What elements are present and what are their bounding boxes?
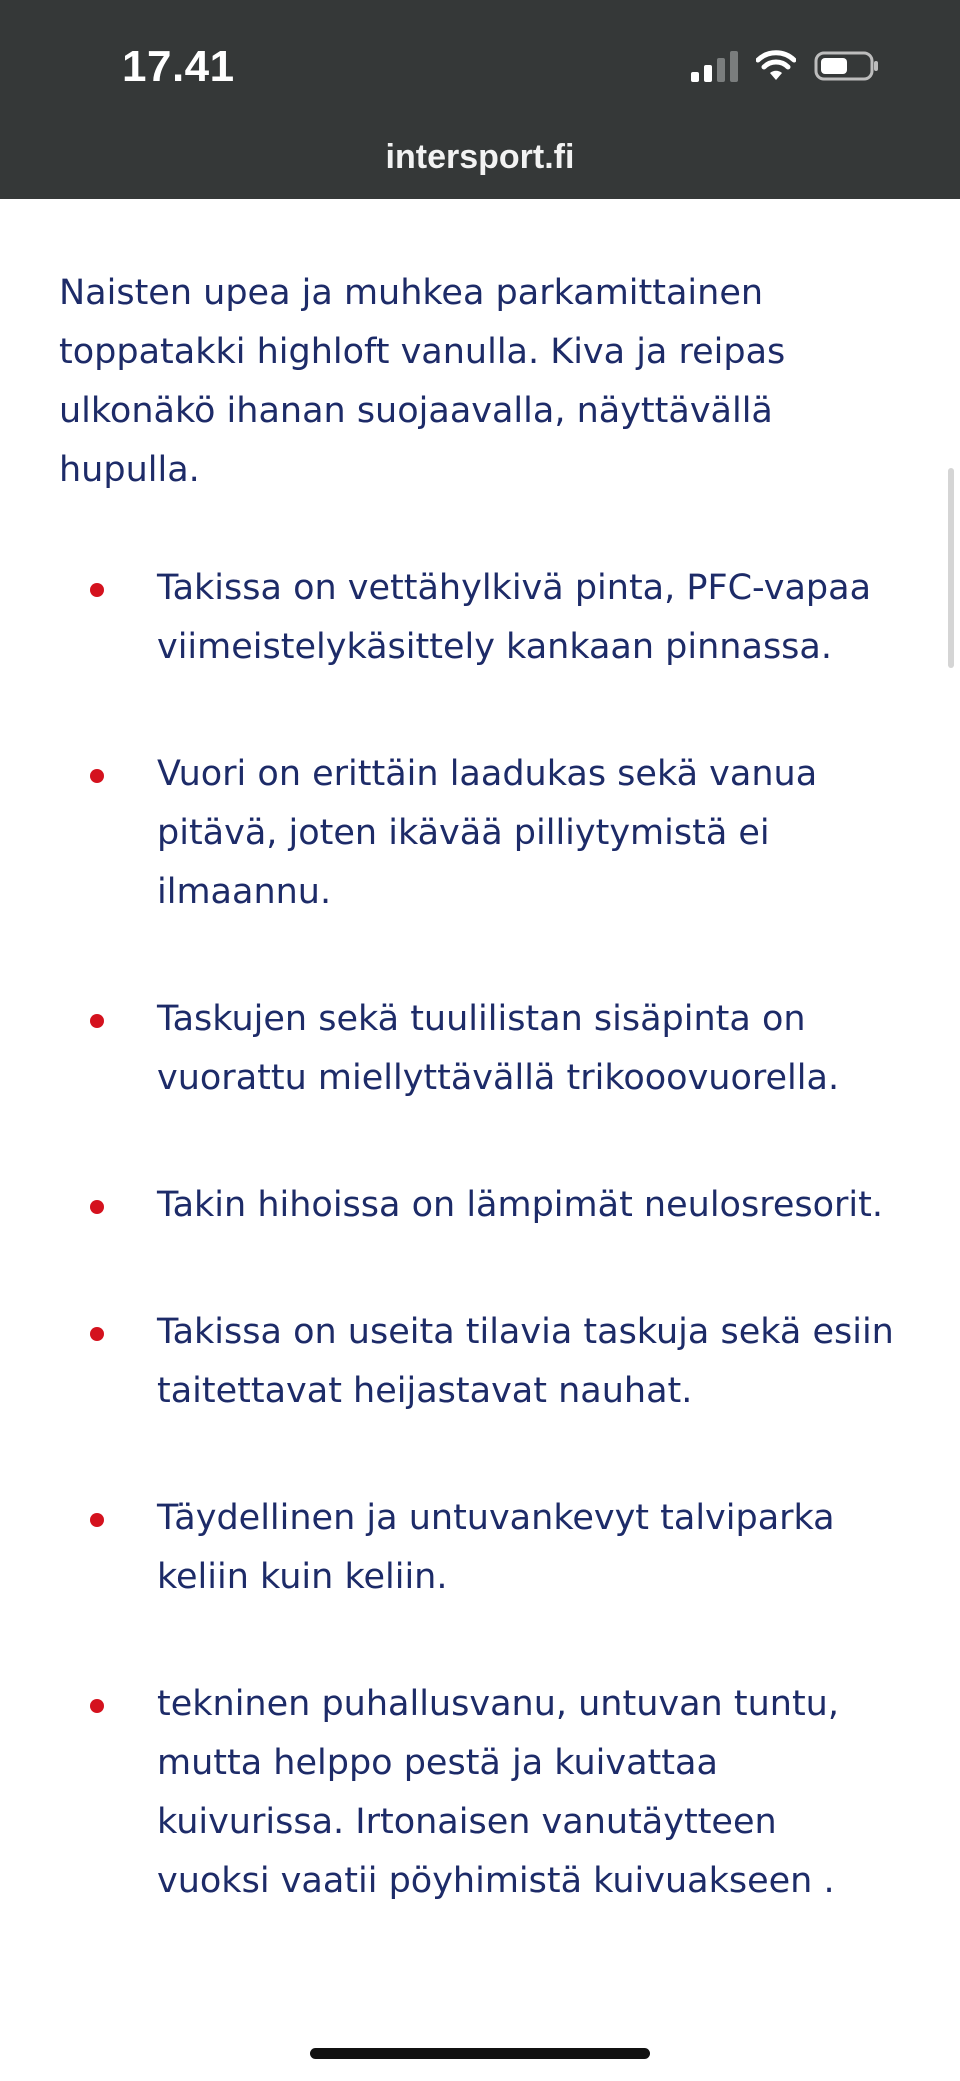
product-description [0, 199, 960, 2081]
cellular-signal-icon [691, 50, 738, 82]
bullet-dot-icon [90, 1200, 104, 1214]
bullet-dot-icon [90, 1513, 104, 1527]
product-intro: Naisten upea ja muhkea parkamittainen toppatakki highloft vanulla. Kiva ja reipas ulkonäkö ihanan suojaavalla, näyttävällä hupulla. [59, 273, 786, 490]
bullet-dot-icon [90, 1327, 104, 1341]
list-item [0, 990, 960, 1108]
feature-text: Täydellinen ja untuvankevyt talviparka keliin kuin keliin. [157, 1498, 835, 1597]
feature-text: Vuori on erittäin laadukas sekä vanua pitävä, joten ikävää pilliytymistä ei ilmaannu. [157, 754, 818, 912]
feature-text: Takissa on vettähylkivä pinta, PFC-vapaa viimeistelykäsittely kankaan pinnassa. [157, 568, 872, 667]
list-item [0, 745, 960, 922]
feature-text: Taskujen sekä tuulilistan sisäpinta on vuorattu miellyttävällä trikooovuorella. [157, 999, 840, 1098]
bullet-dot-icon [90, 1699, 104, 1713]
feature-text: tekninen puhallusvanu, untuvan tuntu, mutta helppo pestä ja kuivattaa kuivurissa. Irtonaisen vanutäytteen vuoksi vaatii pöyhimistä kuivuakseen . [157, 1684, 839, 1901]
list-item [0, 559, 960, 677]
browser-top-bar [0, 0, 960, 199]
bullet-dot-icon [90, 769, 104, 783]
feature-text: Takin hihoissa on lämpimät neulosresorit. [157, 1185, 883, 1225]
list-item [0, 1176, 960, 1235]
bullet-dot-icon [90, 583, 104, 597]
bullet-dot-icon [90, 1014, 104, 1028]
battery-icon [814, 50, 880, 82]
list-item [0, 1489, 960, 1607]
status-time: 17.41 [122, 42, 235, 91]
address-bar-url[interactable]: intersport.fi [385, 138, 575, 176]
feature-list [0, 559, 960, 1979]
home-indicator[interactable] [310, 2048, 650, 2059]
page-scrollbar[interactable] [948, 468, 954, 668]
feature-text: Takissa on useita tilavia taskuja sekä esiin taitettavat heijastavat nauhat. [157, 1312, 894, 1411]
list-item [0, 1303, 960, 1421]
list-item [0, 1675, 960, 1911]
wifi-icon [756, 50, 796, 82]
status-icons [691, 50, 880, 82]
